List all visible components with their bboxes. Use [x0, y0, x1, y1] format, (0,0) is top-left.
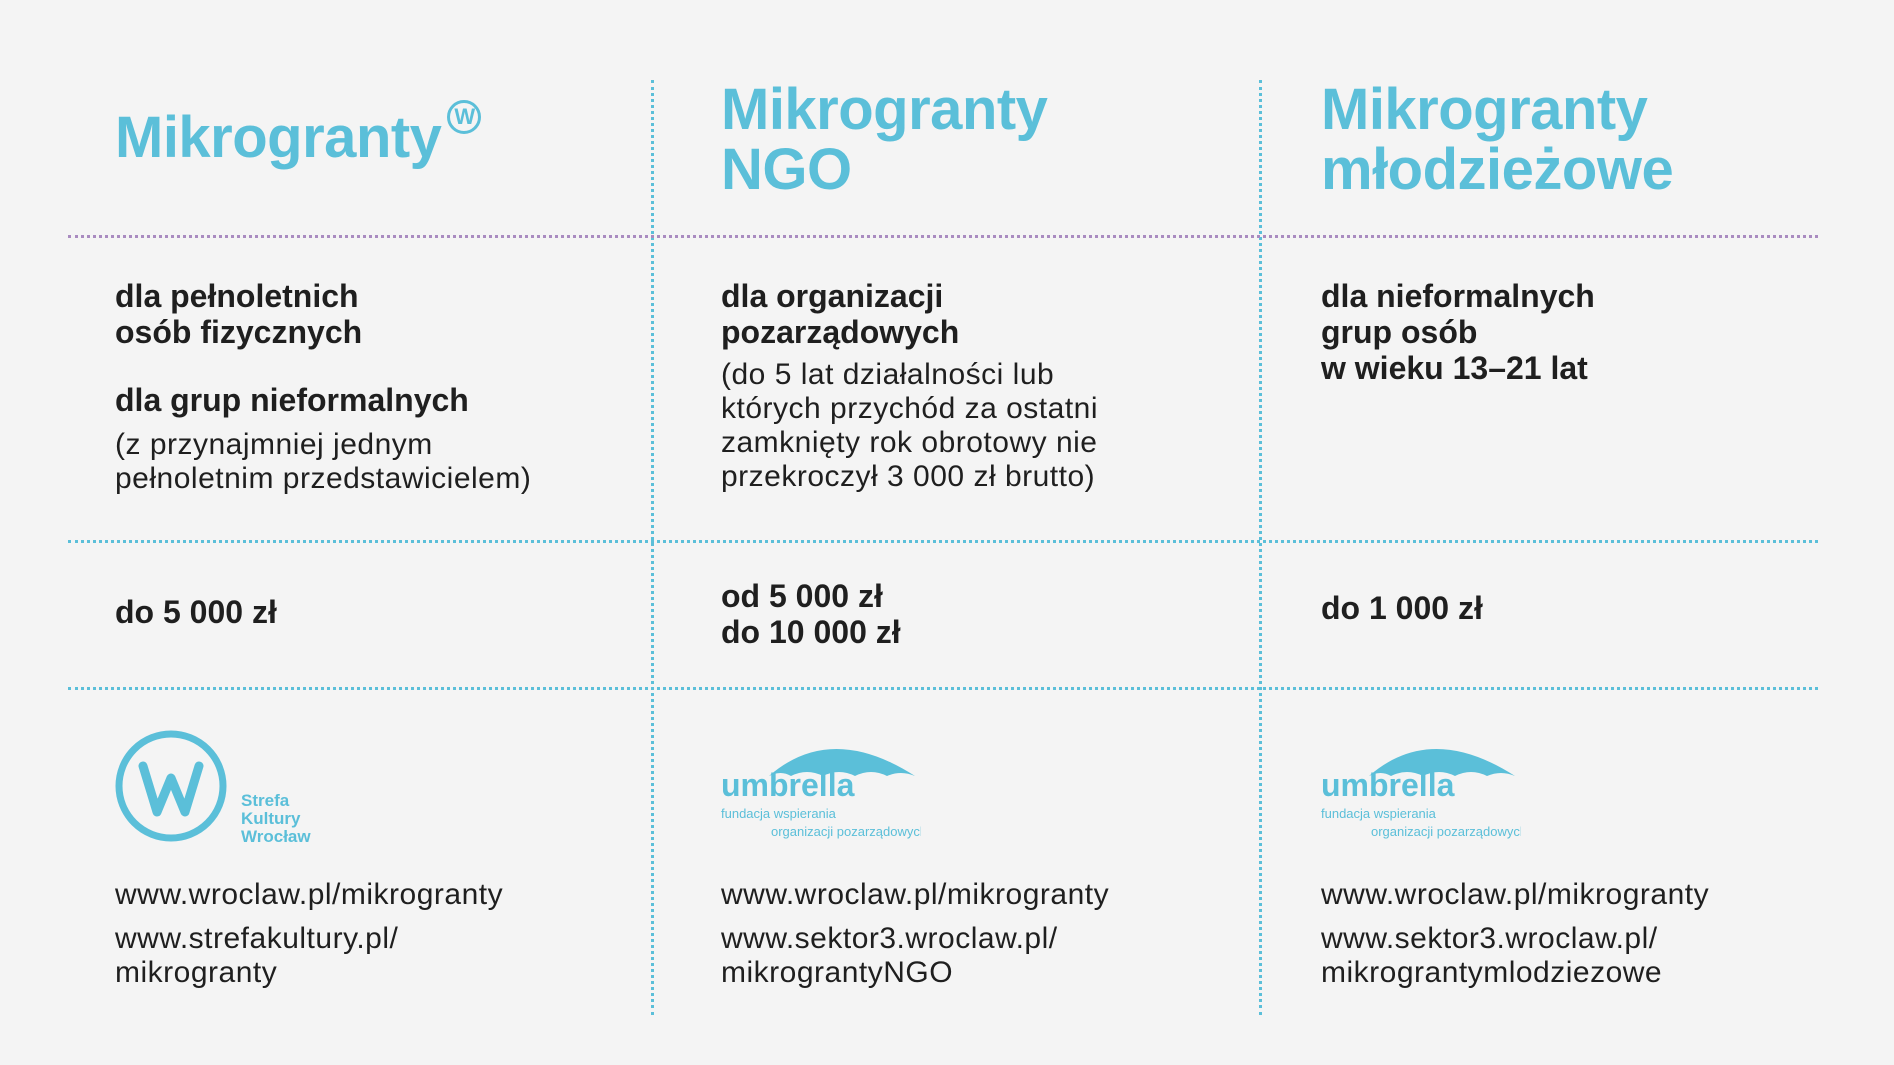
logo-text-3: Wrocław: [241, 827, 311, 846]
grant-amount: do 1 000 zł: [1321, 590, 1483, 626]
logo-text-1: Strefa: [241, 791, 290, 810]
grant-amount: od 5 000 zł do 10 000 zł: [721, 578, 901, 650]
umbrella-logo: [721, 728, 921, 846]
logo-w-mark: [143, 766, 199, 812]
umbrella-logo: [1321, 728, 1521, 846]
column-title: Mikrogranty młodzieżowe: [1321, 77, 1674, 202]
column-divider-1: [651, 80, 654, 1015]
strefa-kultury-logo: [115, 730, 355, 850]
url-link[interactable]: www.wroclaw.pl/mikrogranty: [721, 878, 1110, 911]
umbrella-sub-2: organizacji pozarządowych: [771, 824, 921, 839]
grant-amount: do 5 000 zł: [115, 594, 277, 630]
url-link[interactable]: www.wroclaw.pl/mikrogranty: [1321, 878, 1710, 911]
audience-ngo: dla organizacji pozarządowych: [721, 278, 960, 350]
column-title: Mikrogranty W: [115, 108, 481, 168]
audience-informal-groups: dla grup nieformalnych: [115, 382, 469, 418]
row-divider-audience: [68, 540, 1818, 543]
umbrella-sub-1: fundacja wspierania: [721, 806, 836, 821]
column-divider-2: [1259, 80, 1262, 1015]
url-link[interactable]: www.sektor3.wroclaw.pl/ mikrograntymlodziezowe: [1321, 922, 1663, 989]
umbrella-name: umbrella: [1321, 767, 1455, 803]
wroclaw-w-icon: W: [447, 100, 481, 134]
eligibility-note: (z przynajmniej jednym pełnoletnim przedstawicielem): [115, 428, 532, 495]
umbrella-sub-1: fundacja wspierania: [1321, 806, 1436, 821]
url-link[interactable]: www.strefakultury.pl/ mikrogranty: [115, 922, 399, 989]
umbrella-name: umbrella: [721, 767, 855, 803]
audience-youth: dla nieformalnych grup osób w wieku 13–21 lat: [1321, 278, 1595, 386]
row-divider-amount: [68, 687, 1818, 690]
eligibility-note: (do 5 lat działalności lub których przychód za ostatni zamknięty rok obrotowy nie przekroczył 3 000 zł brutto): [721, 358, 1099, 493]
audience-adults: dla pełnoletnich osób fizycznych: [115, 278, 363, 350]
url-link[interactable]: www.wroclaw.pl/mikrogranty: [115, 878, 504, 911]
row-divider-title: [68, 235, 1818, 238]
logo-text-2: Kultury: [241, 809, 301, 828]
column-title: Mikrogranty NGO: [721, 77, 1048, 202]
url-link[interactable]: www.sektor3.wroclaw.pl/ mikrograntyNGO: [721, 922, 1058, 989]
umbrella-sub-2: organizacji pozarządowych: [1371, 824, 1521, 839]
